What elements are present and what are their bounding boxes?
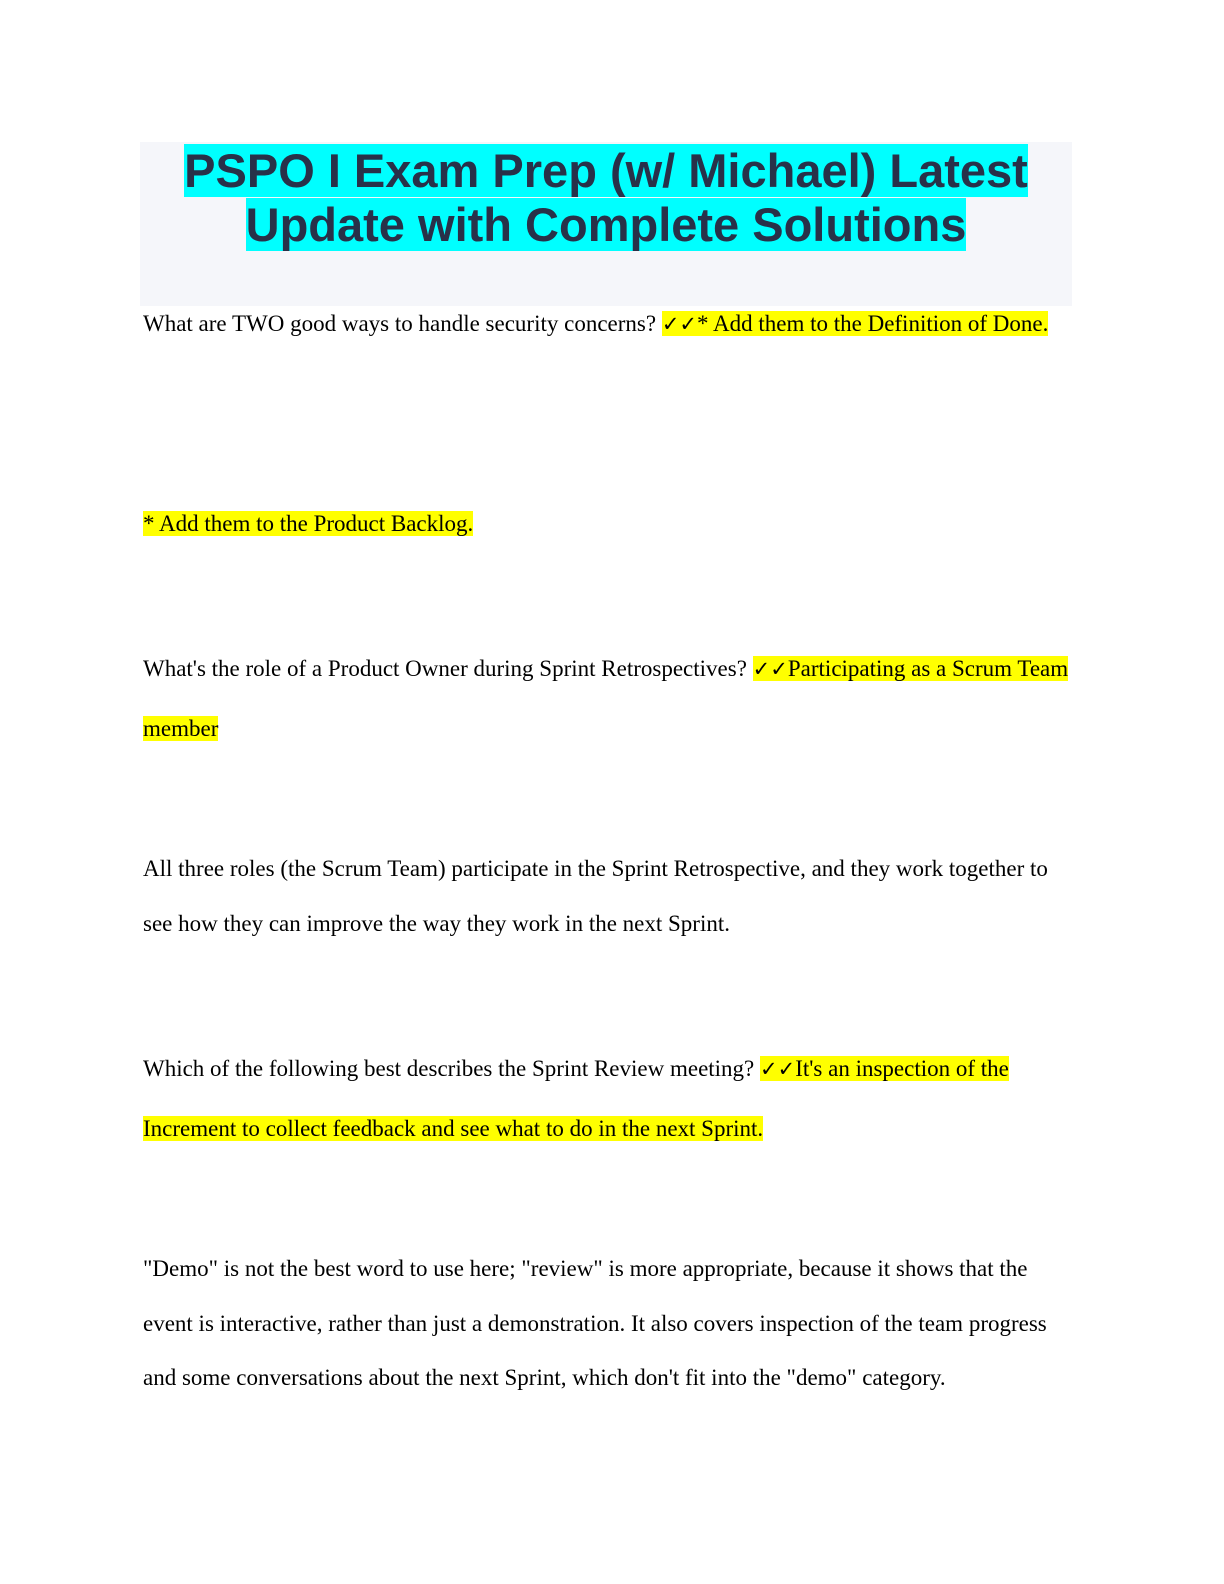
qa-item-product-owner-role — [143, 639, 1073, 758]
question-text: Which of the following best describes the Sprint Review meeting? — [143, 1056, 761, 1081]
answer-text: * Add them to the Product Backlog. — [143, 511, 474, 536]
double-check-icon: ✓✓ — [752, 657, 788, 681]
qa-item-security — [143, 294, 1073, 354]
explanation-text: All three roles (the Scrum Team) participate in the Sprint Retrospective, and they work together to see how they can improve the way they work in the next Sprint. — [143, 856, 1048, 936]
question-text: What's the role of a Product Owner during Sprint Retrospectives? — [143, 656, 753, 681]
answer-text: It's an inspection of the Increment to collect feedback and see what to do in the next Sprint. — [143, 1056, 1009, 1141]
qa-item-security-continued — [143, 494, 1073, 553]
title-block — [140, 142, 1072, 306]
document-title — [140, 142, 1072, 252]
explanation-sprint-review — [143, 1242, 1073, 1406]
question-text: What are TWO good ways to handle security concerns? — [143, 311, 662, 336]
answer-text: Participating as a Scrum Team member — [143, 656, 1069, 741]
double-check-icon: ✓✓ — [661, 312, 698, 336]
title-highlight: PSPO I Exam Prep (w/ Michael) Latest Update with Complete Solutions — [184, 144, 1028, 251]
answer-text: * Add them to the Definition of Done. — [697, 311, 1049, 336]
qa-item-sprint-review — [143, 1039, 1073, 1158]
answer-highlight — [662, 311, 1049, 336]
explanation-retrospective — [143, 842, 1073, 951]
explanation-text: "Demo" is not the best word to use here; "review" is more appropriate, because it shows that the event is interactive, rather than just a demonstration. It also covers inspection of the team progress and some conversations about the next Sprint, which don't fit into the "demo" category. — [143, 1256, 1047, 1390]
double-check-icon: ✓✓ — [760, 1057, 796, 1081]
